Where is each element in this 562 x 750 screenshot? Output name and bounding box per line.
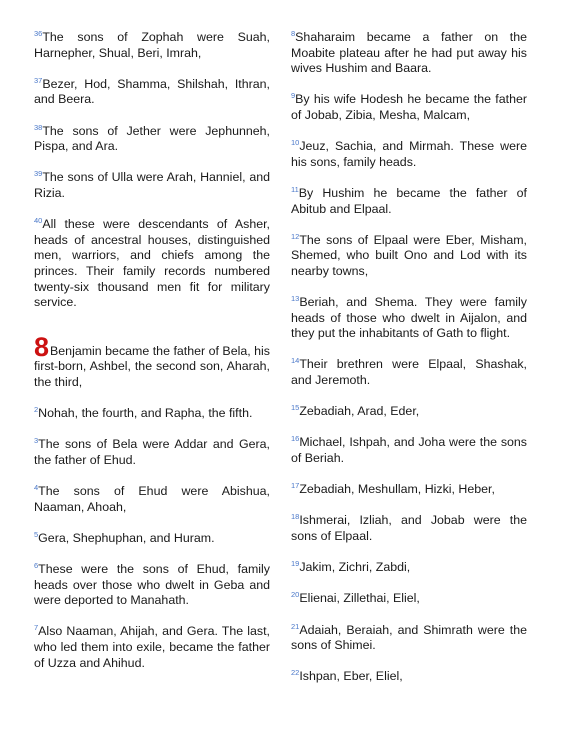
verse-2 bbox=[34, 406, 270, 422]
verse-text: Elienai, Zillethai, Eliel, bbox=[299, 591, 420, 606]
verse-number: 21 bbox=[291, 621, 300, 631]
verse-text: All these were descendants of Asher, heads of ancestral houses, distinguished men, warriors, and chiefs among the princes. Their family records numbered twenty-six thousand men fit for military service. bbox=[34, 217, 270, 310]
verse-number: 6 bbox=[34, 561, 39, 570]
verse-text: Michael, Ishpah, and Joha were the sons of Beriah. bbox=[291, 435, 527, 466]
verse-number: 9 bbox=[291, 91, 296, 101]
verse-36 bbox=[34, 30, 270, 61]
verse-39 bbox=[34, 170, 270, 201]
verse-text: These were the sons of Ehud, family heads over those who dwelt in Geba and were deported to Manahath. bbox=[34, 562, 270, 608]
verse-text: Adaiah, Beraiah, and Shimrath were the sons of Shimei. bbox=[291, 622, 527, 653]
verse-text: Nohah, the fourth, and Rapha, the fifth. bbox=[38, 406, 253, 421]
verse-number: 22 bbox=[291, 668, 300, 678]
verse-4 bbox=[34, 484, 270, 515]
verse-12 bbox=[291, 233, 527, 280]
verse-text: Ishmerai, Izliah, and Jobab were the sons of Elpaal. bbox=[291, 513, 527, 543]
verse-9 bbox=[291, 92, 527, 123]
verse-8 bbox=[291, 30, 527, 77]
right-column bbox=[291, 30, 527, 701]
verse-text: The sons of Ehud were Abishua, Naaman, Ahoah, bbox=[34, 484, 270, 514]
verse-number: 18 bbox=[291, 512, 300, 522]
chapter-8-verse-1 bbox=[34, 331, 270, 391]
verse-22 bbox=[291, 669, 527, 685]
verse-text: The sons of Elpaal were Eber, Misham, Shemed, who built Ono and Lod with its nearby towns, bbox=[291, 232, 527, 278]
verse-text: Shaharaim became a father on the Moabite plateau after he had put away his wives Hushim and Baara. bbox=[291, 30, 527, 76]
verse-text: Zebadiah, Meshullam, Hizki, Heber, bbox=[299, 482, 495, 497]
verse-text: Bezer, Hod, Shamma, Shilshah, Ithran, and Beera. bbox=[34, 76, 270, 107]
verse-number: 4 bbox=[34, 483, 39, 493]
verse-text: Also Naaman, Ahijah, and Gera. The last, who led them into exile, became the father of Uzza and Ahihud. bbox=[34, 624, 270, 670]
verse-number: 36 bbox=[34, 29, 43, 38]
verse-37 bbox=[34, 77, 270, 108]
verse-number: 17 bbox=[291, 481, 300, 491]
verse-number: 15 bbox=[291, 403, 300, 413]
verse-text: Jakim, Zichri, Zabdi, bbox=[299, 560, 411, 575]
verse-text: The sons of Bela were Addar and Gera, the father of Ehud. bbox=[34, 437, 270, 467]
verse-20 bbox=[291, 591, 527, 607]
verse-text: Gera, Shephuphan, and Huram. bbox=[38, 530, 215, 545]
verse-text: Jeuz, Sachia, and Mirmah. These were his sons, family heads. bbox=[291, 139, 527, 169]
verse-text: The sons of Ulla were Arah, Hanniel, and Rizia. bbox=[34, 170, 270, 200]
verse-number: 16 bbox=[291, 434, 300, 444]
verse-text: Benjamin became the father of Bela, his first-born, Ashbel, the second son, Aharah, the third, bbox=[34, 343, 270, 389]
verse-10 bbox=[291, 139, 527, 170]
left-column bbox=[34, 30, 270, 687]
verse-number: 20 bbox=[291, 590, 300, 600]
verse-text: Beriah, and Shema. They were family heads of those who dwelt in Aijalon, and they put the inhabitants of Gath to flight. bbox=[291, 295, 527, 341]
verse-number: 37 bbox=[34, 75, 43, 85]
verse-38 bbox=[34, 124, 270, 155]
verse-number: 39 bbox=[34, 169, 43, 179]
verse-number: 12 bbox=[291, 231, 300, 241]
verse-number: 7 bbox=[34, 623, 39, 633]
verse-15 bbox=[291, 404, 527, 420]
verse-number: 40 bbox=[34, 216, 43, 226]
verse-40 bbox=[34, 217, 270, 311]
verse-number: 5 bbox=[34, 529, 39, 539]
verse-number: 14 bbox=[291, 356, 300, 366]
verse-text: Their brethren were Elpaal, Shashak, and Jeremoth. bbox=[291, 357, 527, 388]
verse-16 bbox=[291, 435, 527, 466]
verse-11 bbox=[291, 186, 527, 217]
verse-5 bbox=[34, 531, 270, 547]
verse-3 bbox=[34, 437, 270, 468]
verse-number: 10 bbox=[291, 138, 300, 148]
verse-number: 13 bbox=[291, 294, 300, 304]
verse-text: The sons of Zophah were Suah, Harnepher, Shual, Beri, Imrah, bbox=[34, 30, 270, 60]
verse-17 bbox=[291, 482, 527, 498]
verse-13 bbox=[291, 295, 527, 342]
chapter-number: 8 bbox=[34, 331, 50, 362]
verse-14 bbox=[291, 357, 527, 388]
verse-text: By his wife Hodesh he became the father of Jobab, Zibia, Mesha, Malcam, bbox=[291, 92, 527, 122]
verse-text: The sons of Jether were Jephunneh, Pispa, and Ara. bbox=[34, 123, 270, 154]
verse-number: 38 bbox=[34, 122, 43, 132]
verse-number: 3 bbox=[34, 436, 39, 446]
verse-text: Ishpan, Eber, Eliel, bbox=[299, 669, 403, 684]
verse-text: By Hushim he became the father of Abitub and Elpaal. bbox=[291, 185, 527, 216]
verse-19 bbox=[291, 560, 527, 576]
verse-text: Zebadiah, Arad, Eder, bbox=[299, 404, 420, 419]
verse-number: 2 bbox=[34, 405, 39, 415]
verse-6 bbox=[34, 562, 270, 609]
verse-number: 19 bbox=[291, 559, 300, 569]
verse-number: 8 bbox=[291, 29, 296, 38]
verse-number: 11 bbox=[291, 184, 299, 194]
verse-21 bbox=[291, 623, 527, 654]
verse-7 bbox=[34, 624, 270, 671]
verse-18 bbox=[291, 513, 527, 544]
